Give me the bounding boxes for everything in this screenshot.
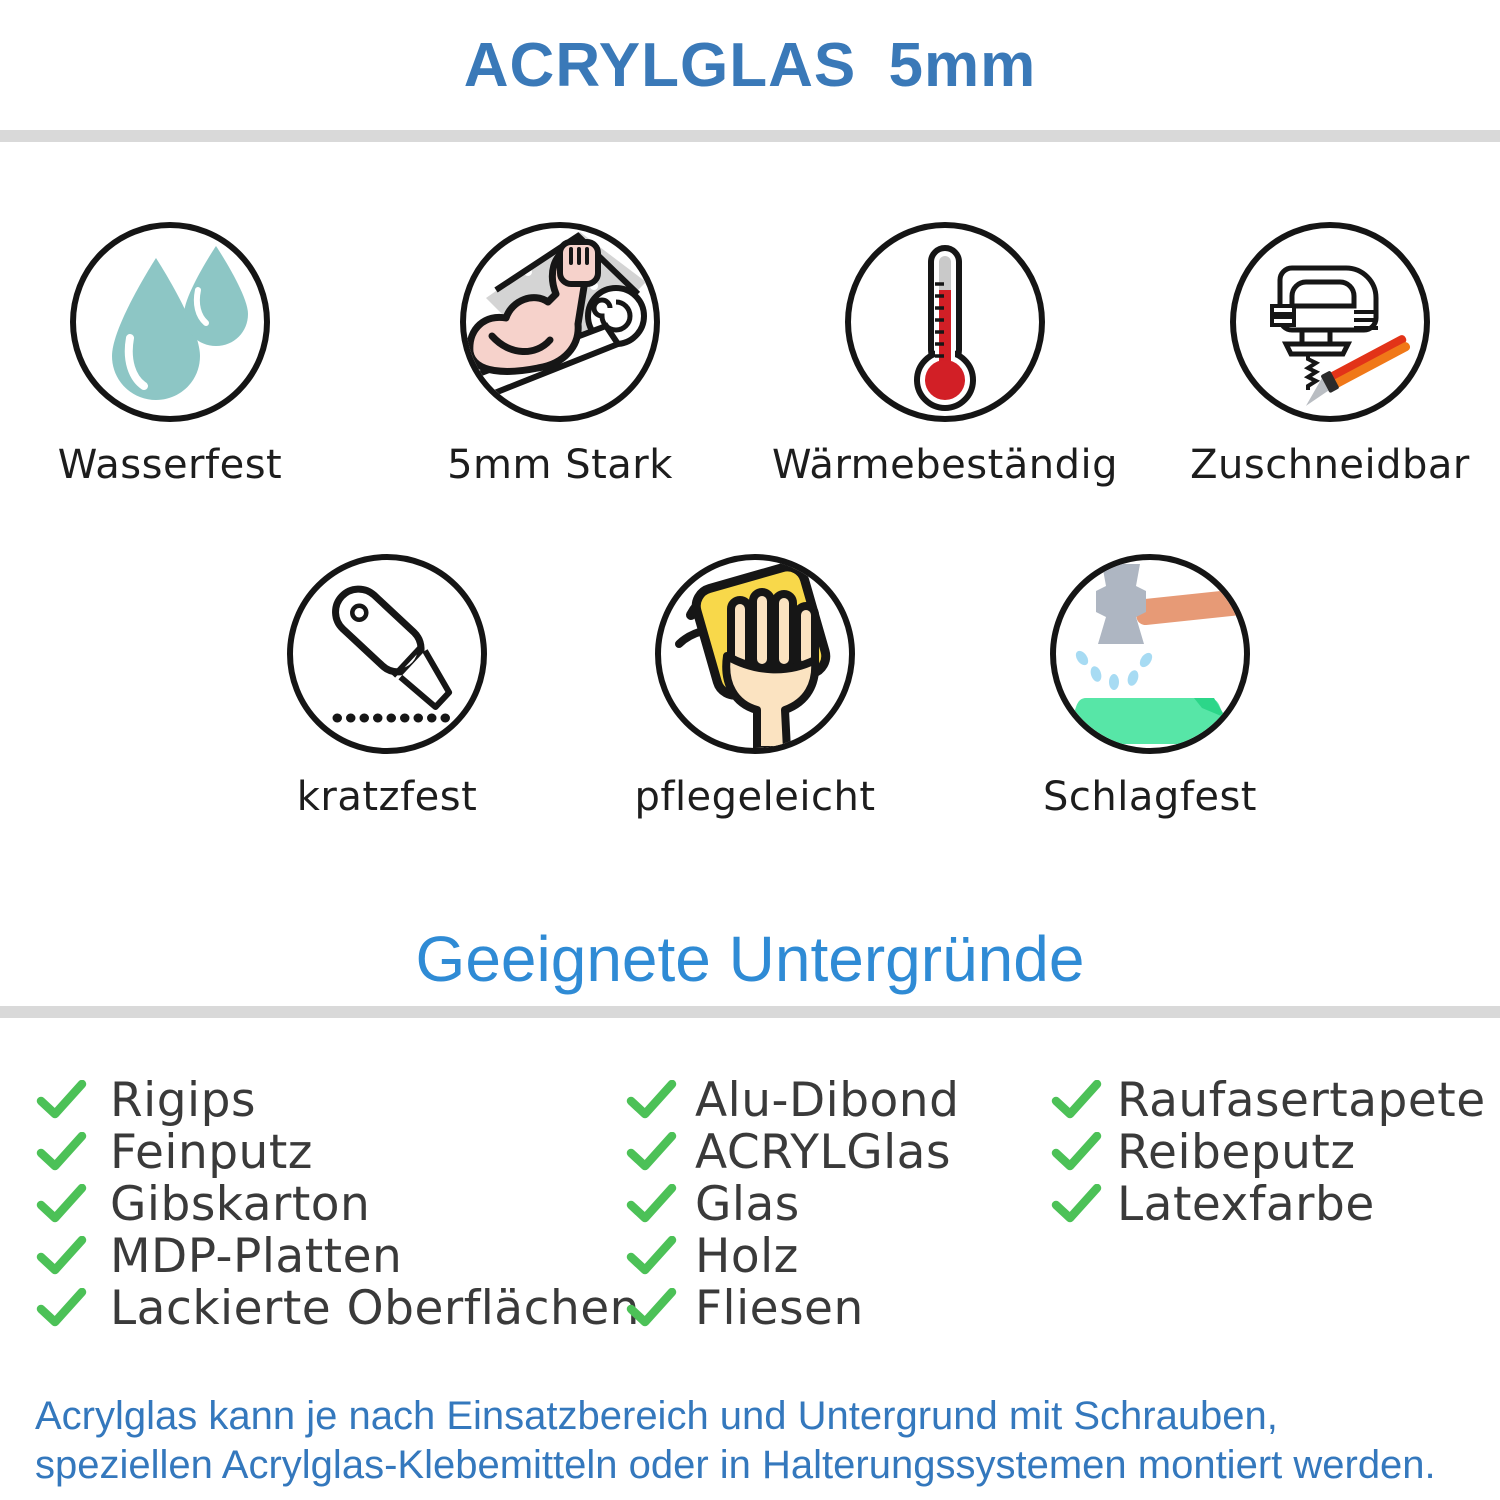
divider-bar-surfaces (0, 1006, 1500, 1018)
surfaces-heading: Geeignete Untergründe (415, 923, 1085, 995)
surfaces-column-1 (35, 1074, 640, 1334)
surface-item (625, 1178, 959, 1230)
surface-item (35, 1282, 640, 1334)
surface-label: Alu-Dibond (695, 1072, 960, 1128)
surface-item (625, 1074, 959, 1126)
feature-label: 5mm Stark (447, 442, 673, 488)
footer-line-2: speziellen Acrylglas-Klebemitteln oder in Halterungssystemen montiert werden. (35, 1443, 1436, 1487)
feature-circle (1230, 222, 1430, 422)
feature-schlagfest (1043, 554, 1257, 974)
surface-label: Glas (695, 1176, 800, 1232)
surface-label: Rigips (110, 1072, 256, 1128)
surface-item (35, 1074, 640, 1126)
feature-circle (1050, 554, 1250, 754)
surface-item (35, 1230, 640, 1282)
feature-waermebestaendig (771, 222, 1119, 642)
cleaning-cloth-hand-icon (661, 560, 849, 748)
surface-label: MDP-Platten (110, 1228, 403, 1284)
check-icon (625, 1080, 695, 1120)
surface-item (625, 1282, 959, 1334)
feature-label: pflegeleicht (634, 774, 876, 820)
check-icon (35, 1080, 110, 1120)
feature-label: Zuschneidbar (1190, 442, 1470, 488)
check-icon (1050, 1184, 1117, 1224)
surface-label: Holz (695, 1228, 799, 1284)
check-icon (35, 1184, 110, 1224)
feature-label: Wasserfest (57, 442, 283, 488)
surfaces-column-2 (625, 1074, 959, 1334)
utility-knife-icon (293, 560, 481, 748)
feature-5mm-stark (447, 222, 673, 642)
feature-zuschneidbar (1190, 222, 1470, 642)
surface-label: Gibskarton (110, 1176, 371, 1232)
feature-pflegeleicht (634, 554, 876, 974)
divider-bar-top (0, 130, 1500, 142)
check-icon (35, 1288, 110, 1328)
surface-label: Fliesen (695, 1280, 864, 1336)
feature-circle (70, 222, 270, 422)
feature-label: Wärmebeständig (771, 442, 1119, 488)
feature-circle (287, 554, 487, 754)
check-icon (1050, 1080, 1117, 1120)
check-icon (625, 1236, 695, 1276)
surface-label: Reibeputz (1117, 1124, 1356, 1180)
feature-kratzfest (287, 554, 487, 974)
feature-label: Schlagfest (1043, 774, 1257, 820)
feature-circle (655, 554, 855, 754)
surface-item (1050, 1074, 1486, 1126)
check-icon (1050, 1132, 1117, 1172)
jigsaw-icon (1236, 228, 1424, 416)
surface-item (625, 1230, 959, 1282)
surface-item (625, 1126, 959, 1178)
footer-line-1: Acrylglas kann je nach Einsatzbereich und Untergrund mit Schrauben, (35, 1394, 1278, 1438)
surface-item (1050, 1126, 1486, 1178)
surface-label: Raufasertapete (1117, 1072, 1486, 1128)
page-title: ACRYLGLAS 5mm (463, 31, 1037, 100)
feature-circle (460, 222, 660, 422)
check-icon (35, 1132, 110, 1172)
surfaces-column-3 (1050, 1074, 1486, 1230)
check-icon (625, 1132, 695, 1172)
check-icon (625, 1288, 695, 1328)
surface-label: ACRYLGlas (695, 1124, 951, 1180)
check-icon (35, 1236, 110, 1276)
surface-item (35, 1126, 640, 1178)
surface-label: Feinputz (110, 1124, 313, 1180)
hammer-icon (1056, 560, 1244, 748)
surface-item (35, 1178, 640, 1230)
surface-label: Lackierte Oberflächen (110, 1280, 640, 1336)
footer-note (35, 1392, 1495, 1490)
feature-circle (845, 222, 1045, 422)
water-drops-icon (76, 228, 264, 416)
feature-wasserfest (57, 222, 283, 642)
muscle-arm-icon (466, 228, 654, 416)
surface-label: Latexfarbe (1117, 1176, 1375, 1232)
feature-label: kratzfest (296, 774, 478, 820)
check-icon (625, 1184, 695, 1224)
surface-item (1050, 1178, 1486, 1230)
thermometer-icon (851, 228, 1039, 416)
